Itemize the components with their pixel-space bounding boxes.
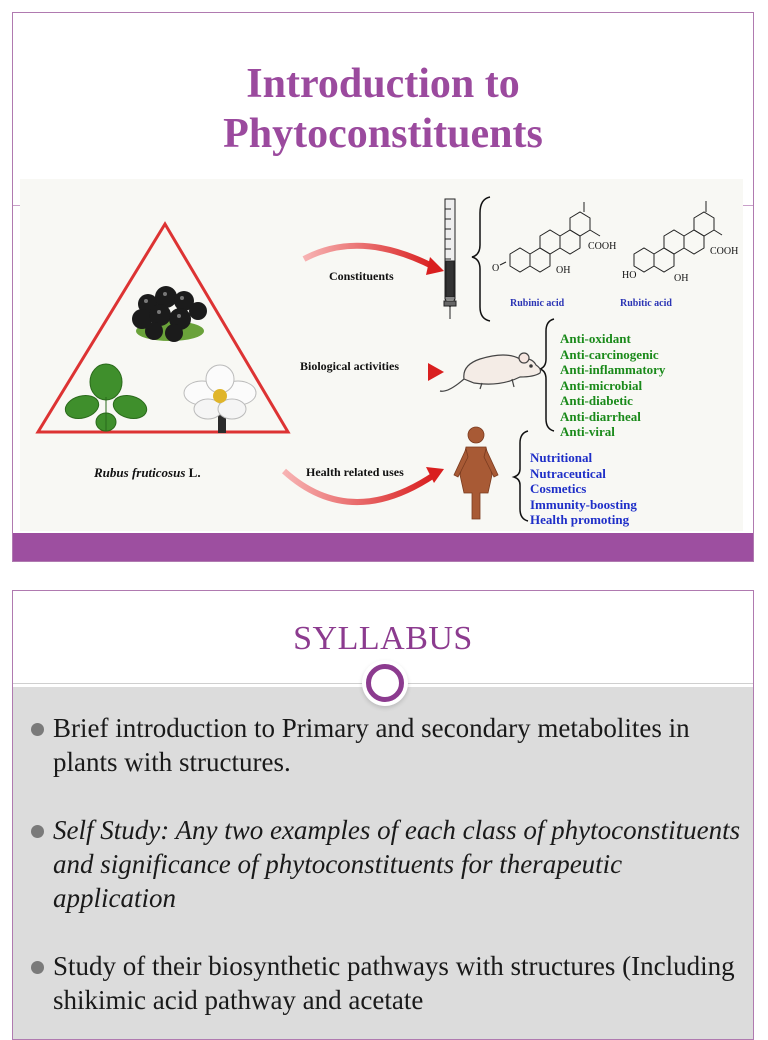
phytoconstituents-figure <box>20 179 743 531</box>
bullet-item <box>31 711 743 779</box>
bullet-dot-icon <box>31 961 44 974</box>
health-use-item: Nutritional <box>530 450 593 465</box>
group-cooh-2: COOH <box>710 246 739 257</box>
slide-footer-bar <box>13 533 753 561</box>
activity-item: Anti-inflammatory <box>560 362 666 377</box>
syllabus-bullet-list <box>31 711 743 1040</box>
chem-label-rubitic: Rubitic acid <box>620 298 672 309</box>
activity-item: Anti-diabetic <box>560 393 633 408</box>
syllabus-heading: SYLLABUS <box>293 620 473 657</box>
bullet-text: Self Study: Any two examples of each class of phytoconstituents and significance of phytoconstituents for therapeutic application <box>53 815 741 913</box>
rat-icon <box>440 353 541 391</box>
rubinic-acid-structure <box>500 202 600 272</box>
bullet-item <box>31 949 743 1017</box>
activity-item: Anti-viral <box>560 424 615 439</box>
slide-intro <box>12 12 754 562</box>
health-use-item: Immunity-boosting <box>530 496 637 512</box>
health-use-item: Health promoting <box>530 512 630 527</box>
ring-ornament-icon <box>366 664 404 702</box>
bullet-dot-icon <box>31 723 44 736</box>
chem-label-rubinic: Rubinic acid <box>510 298 565 309</box>
group-cooh-1: COOH <box>588 241 617 252</box>
activity-item: Anti-microbial <box>560 377 643 393</box>
bullet-dot-icon <box>31 825 44 838</box>
species-suffix: L. <box>185 465 201 480</box>
bullet-text: Study of their biosynthetic pathways with structures (Including shikimic acid pathway and acetate <box>53 951 735 1015</box>
group-ho: HO <box>622 270 637 281</box>
activity-item: Anti-carcinogenic <box>560 346 659 362</box>
group-o: O <box>492 263 500 274</box>
rubitic-acid-structure <box>634 201 722 272</box>
title-line-1: Introduction to <box>246 61 520 107</box>
health-use-item: Cosmetics <box>530 481 587 496</box>
activity-item: Anti-diarrheal <box>560 408 641 424</box>
health-uses-list <box>530 450 637 528</box>
arrow-label-biological-activities: Biological activities <box>300 359 399 373</box>
arrow-label-constituents: Constituents <box>329 269 394 283</box>
species-name: Rubus fruticosus <box>94 465 186 480</box>
human-figure-icon <box>454 427 498 519</box>
bullet-text: Brief introduction to Primary and secondary metabolites in plants with structures. <box>53 713 690 777</box>
species-label <box>94 465 201 481</box>
flower-icon <box>184 365 256 433</box>
group-oh-2: OH <box>674 273 689 284</box>
bullet-item <box>31 813 743 915</box>
leaf-icon <box>63 364 150 431</box>
slide-syllabus <box>12 590 754 1040</box>
slide-title <box>13 59 753 159</box>
arrow-label-health-uses: Health related uses <box>306 465 404 479</box>
blackberry-icon <box>132 286 207 342</box>
activity-item: Anti-oxidant <box>560 331 631 346</box>
title-line-2: Phytoconstituents <box>223 111 543 157</box>
biological-activities-list <box>560 331 665 440</box>
health-use-item: Nutraceutical <box>530 465 606 481</box>
chromatography-column-icon <box>444 199 456 319</box>
group-oh-1: OH <box>556 265 571 276</box>
